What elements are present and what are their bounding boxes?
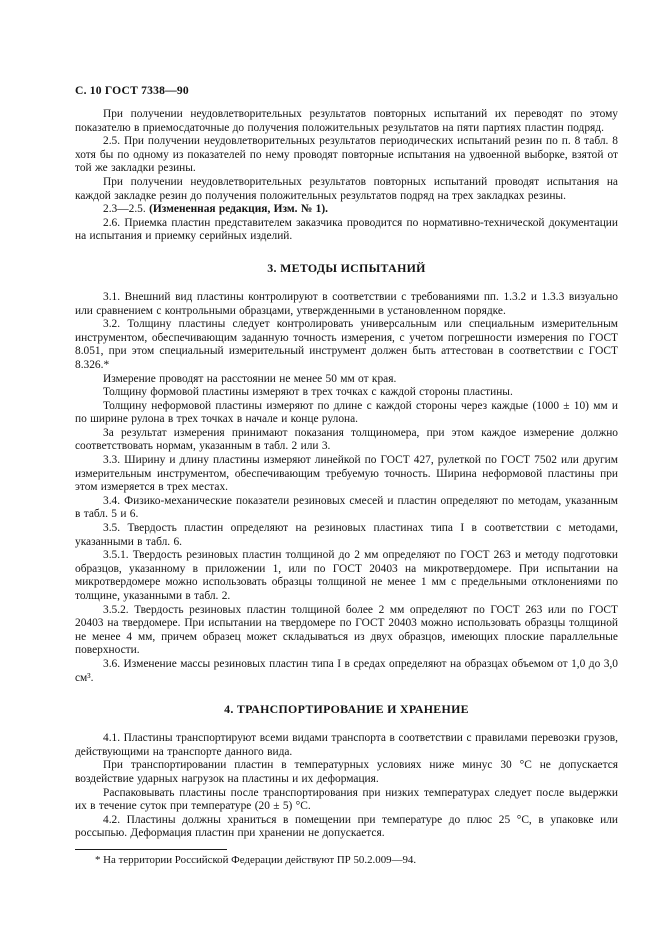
- paragraph-3-4: 3.4. Физико-механические показатели резиновых смесей и пластин определяют по методам, указанным в табл. 5 и 6.: [75, 494, 618, 521]
- paragraph-3-3: 3.3. Ширину и длину пластины измеряют линейкой по ГОСТ 427, рулеткой по ГОСТ 7502 или другим измерительным инструментом, обеспечивающим требуемую точность. Ширина неформовой пластины при этом измеряется в трех местах.: [75, 454, 618, 494]
- paragraph-4-1: 4.1. Пластины транспортируют всеми видами транспорта в соответствии с правилами перевозки грузов, действующими на транспорте данного вида.: [75, 732, 618, 758]
- paragraph: Измерение проводят на расстоянии не менее 50 мм от края.: [103, 372, 397, 385]
- section-3-heading: 3. МЕТОДЫ ИСПЫТАНИЙ: [267, 260, 426, 275]
- paragraph: Толщину неформовой пластины измеряют по длине с каждой стороны через каждые (1000 ± 10) мм и по ширине рулона в трех точках в начале и конце рулона.: [75, 399, 618, 426]
- paragraph-3-1: 3.1. Внешний вид пластины контролируют в соответствии с требованиями пп. 1.3.2 и 1.3.3 визуально или сравнением с контрольными образцами, утвержденными в установленном порядке.: [75, 290, 618, 317]
- footnote-separator: [75, 849, 227, 850]
- paragraph: При получении неудовлетворительных результатов повторных испытаний проводят испытания на каждой закладке резин до получения положительных результатов подряд на трех закладках резины.: [75, 175, 618, 202]
- paragraph: Распаковывать пластины после транспортирования при низких температурах следует после выдержки их в течение суток при температуре (20 ± 5) °С.: [75, 786, 618, 813]
- paragraph-3-6: 3.6. Изменение массы резиновых пластин типа I в средах определяют на образцах объемом от 1,0 до 3,0 см³.: [75, 657, 618, 684]
- amendment-prefix: 2.3—2.5.: [103, 203, 150, 216]
- section-4-heading: 4. ТРАНСПОРТИРОВАНИЕ И ХРАНЕНИЕ: [224, 702, 469, 717]
- paragraph: За результат измерения принимают показания толщиномера, при этом каждое измерение должно соответствовать нормам, указанным в табл. 2 или 3.: [75, 426, 618, 453]
- paragraph: При получении неудовлетворительных результатов повторных испытаний их переводят по этому показателю в приемосдаточные до получения положительных результатов на пяти партиях пластин подряд.: [75, 108, 618, 134]
- paragraph-3-5-1: 3.5.1. Твердость резиновых пластин толщиной до 2 мм определяют по ГОСТ 263 и методу подготовки образцов, указанному в приложении 1, или по ГОСТ 20403 на микротвердомере. При испытании на микротвердомере можно использовать образцы толщиной не менее 1 мм с предельными отклонениями по толщине, указанными в табл. 2.: [75, 549, 618, 602]
- paragraph: При транспортировании пластин в температурных условиях ниже минус 30 °С не допускается воздействие ударных нагрузок на пластины и их деформация.: [75, 759, 618, 785]
- amendment-paragraph: [75, 203, 618, 217]
- paragraph-2-5: 2.5. При получении неудовлетворительных результатов периодических испытаний резин по п. 8 табл. 8 хотя бы по одному из показателей по нему проводят повторные испытания на удвоенной выборке, взятой от той же закладки резины.: [75, 135, 618, 175]
- paragraph: Толщину формовой пластины измеряют в трех точках с каждой стороны пластины.: [103, 386, 513, 399]
- footnote: * На территории Российской Федерации действуют ПР 50.2.009—94.: [95, 854, 417, 866]
- paragraph-3-2: 3.2. Толщину пластины следует контролировать универсальным или специальным измерительным инструментом, обеспечивающим заданную точность измерения, с учетом погрешности измерения по ГОСТ 8.051, при этом специальный измерительный инструмент должен быть аттестован в соответствии с ГОСТ 8.326.*: [75, 318, 618, 371]
- page-header: С. 10 ГОСТ 7338—90: [75, 84, 189, 97]
- paragraph-3-5-2: 3.5.2. Твердость резиновых пластин толщиной более 2 мм определяют по ГОСТ 263 или по ГОСТ 20403 на твердомере. При испытании на твердомере по ГОСТ 20403 можно использовать образцы толщиной не менее 4 мм, причем образец может складываться из двух образцов, имеющих плоские параллельные поверхности.: [75, 603, 618, 657]
- paragraph-2-6: 2.6. Приемка пластин представителем заказчика проводится по нормативно-технической документации на испытания и приемку серийных изделий.: [75, 216, 618, 243]
- footnote-block: [75, 849, 618, 867]
- amendment-note: (Измененная редакция, Изм. № 1).: [149, 203, 329, 216]
- paragraph-3-5: 3.5. Твердость пластин определяют на резиновых пластинах типа I в соответствии с методами, указанными в табл. 6.: [75, 522, 618, 548]
- paragraph-4-2: 4.2. Пластины должны храниться в помещении при температуре до плюс 25 °С, в упаковке или россыпью. Деформация пластин при хранении не допускается.: [75, 813, 618, 840]
